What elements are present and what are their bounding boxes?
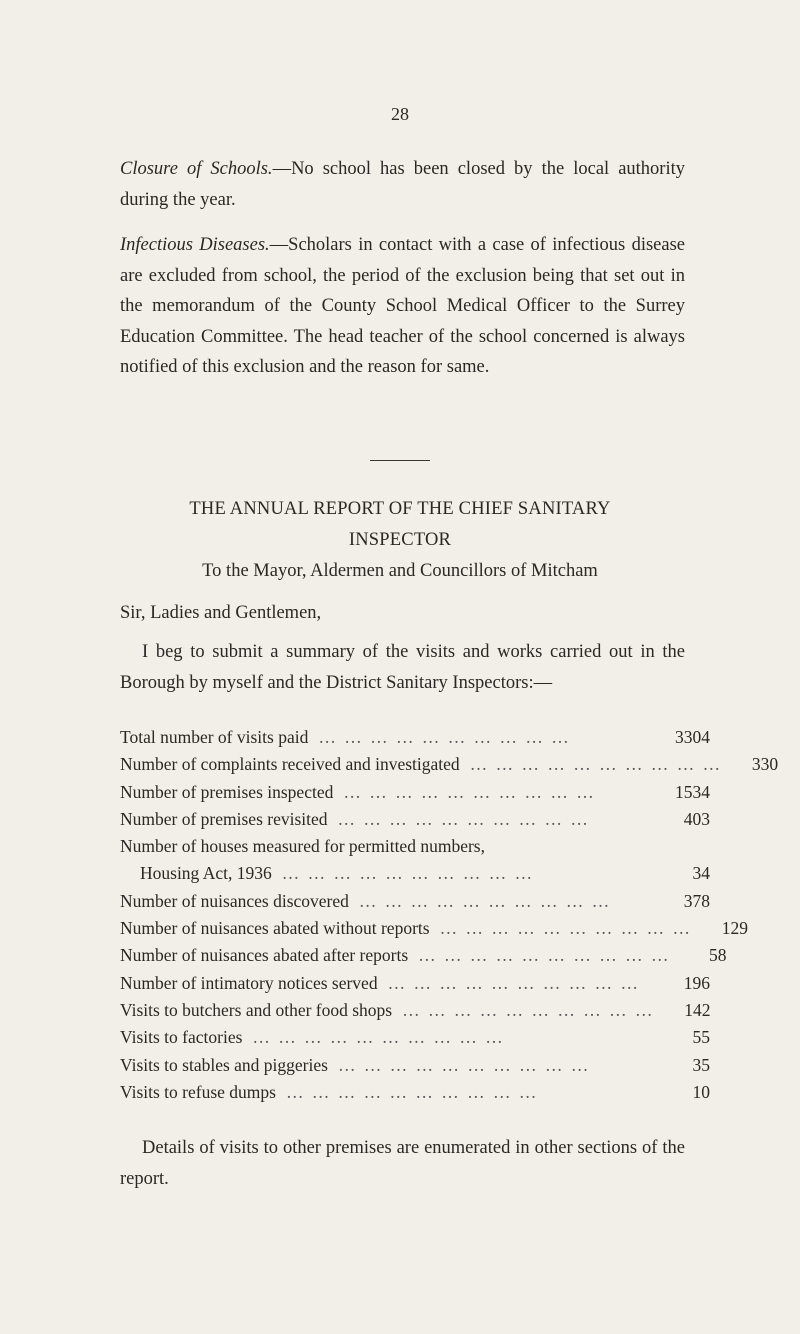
table-row bbox=[120, 754, 779, 781]
infectious-text: —Scholars in contact with a case of infectious disease are excluded from school, the period of the exclusion being that set out in the memorandum of the County School Medical Officer to the Surrey Education Committee. The head teacher of the school concerned is always notified of this exclusion and the reason for same. bbox=[120, 235, 685, 377]
row-value: 142 bbox=[684, 999, 711, 1020]
section-divider bbox=[370, 460, 430, 461]
closure-text: —No school has been closed by the local authority during the year. bbox=[120, 159, 686, 210]
report-title-line-2: INSPECTOR bbox=[348, 530, 452, 550]
leader-dots: … … … … … … … … … … bbox=[387, 972, 640, 993]
infectious-diseases-paragraph bbox=[120, 230, 685, 383]
table-row bbox=[120, 782, 710, 809]
row-label: Visits to refuse dumps bbox=[120, 1081, 276, 1102]
report-intro: I beg to submit a summary of the visits and works carried out in the Borough by myself and the District Sanitary Inspectors:— bbox=[120, 642, 685, 693]
table-row bbox=[120, 918, 748, 945]
row-value: 129 bbox=[721, 918, 748, 939]
row-label: Visits to factories bbox=[120, 1027, 243, 1048]
table-row bbox=[120, 836, 710, 863]
table-row bbox=[120, 809, 710, 836]
table-row bbox=[120, 973, 710, 1000]
row-value: 378 bbox=[683, 890, 710, 911]
report-closing: Details of visits to other premises are enumerated in other sections of the report. bbox=[120, 1138, 685, 1189]
row-label: Number of nuisances discovered bbox=[120, 890, 349, 911]
leader-dots: … … … … … … … … … … bbox=[252, 1027, 505, 1048]
row-value: 58 bbox=[709, 945, 727, 966]
row-value: 35 bbox=[692, 1054, 710, 1075]
row-label: Visits to stables and piggeries bbox=[120, 1054, 328, 1075]
row-label: Number of houses measured for permitted numbers, bbox=[120, 836, 485, 857]
leader-dots: … … … … … … … … … … bbox=[343, 781, 596, 802]
table-row bbox=[120, 863, 710, 890]
table-row bbox=[120, 727, 710, 754]
page-number: 28 bbox=[391, 104, 409, 124]
row-value: 330 bbox=[751, 754, 779, 775]
stats-table bbox=[120, 727, 779, 1109]
report-title-line-1: THE ANNUAL REPORT OF THE CHIEF SANITARY bbox=[189, 499, 611, 519]
leader-dots: … … … … … … … … … … bbox=[418, 945, 671, 966]
closure-of-schools-paragraph bbox=[120, 154, 685, 215]
table-row bbox=[120, 1000, 710, 1027]
leader-dots: … … … … … … … … … … bbox=[439, 918, 692, 939]
leader-dots: … … … … … … … … … … bbox=[285, 1081, 539, 1102]
report-address: To the Mayor, Aldermen and Councillors of Mitcham bbox=[202, 561, 598, 581]
row-value: 403 bbox=[683, 808, 710, 829]
row-label: Total number of visits paid bbox=[120, 727, 309, 747]
table-row bbox=[120, 945, 727, 972]
row-value: 10 bbox=[692, 1081, 710, 1102]
row-label: Visits to butchers and other food shops bbox=[120, 999, 393, 1020]
row-label: Number of intimatory notices served bbox=[120, 972, 378, 993]
leader-dots: … … … … … … … … … … bbox=[469, 754, 723, 775]
table-row bbox=[120, 891, 710, 918]
row-label: Number of nuisances abated after reports bbox=[120, 945, 409, 966]
row-value: 196 bbox=[683, 972, 710, 993]
table-row bbox=[120, 1082, 710, 1109]
row-label: Housing Act, 1936 bbox=[140, 863, 272, 884]
leader-dots: … … … … … … … … … … bbox=[337, 808, 590, 829]
closure-heading: Closure of Schools. bbox=[120, 159, 273, 179]
row-label: Number of complaints received and investigated bbox=[120, 754, 460, 775]
leader-dots: … … … … … … … … … … bbox=[358, 890, 612, 911]
leader-dots: … … … … … … … … … … bbox=[281, 863, 535, 884]
row-label: Number of premises inspected bbox=[120, 781, 334, 802]
row-value: 1534 bbox=[675, 781, 710, 802]
leader-dots: … … … … … … … … … … bbox=[318, 727, 571, 747]
report-title bbox=[110, 494, 690, 556]
table-row bbox=[120, 1055, 710, 1082]
infectious-heading: Infectious Diseases. bbox=[120, 235, 270, 255]
table-row bbox=[120, 1027, 710, 1054]
report-salutation: Sir, Ladies and Gentlemen, bbox=[120, 603, 322, 623]
row-label: Number of nuisances abated without reports bbox=[120, 918, 430, 939]
row-value: 55 bbox=[692, 1027, 710, 1048]
leader-dots: … … … … … … … … … … bbox=[402, 999, 655, 1020]
row-label: Number of premises revisited bbox=[120, 808, 328, 829]
row-value: 3304 bbox=[675, 727, 710, 747]
row-value: 34 bbox=[692, 863, 710, 884]
leader-dots: … … … … … … … … … … bbox=[337, 1054, 591, 1075]
